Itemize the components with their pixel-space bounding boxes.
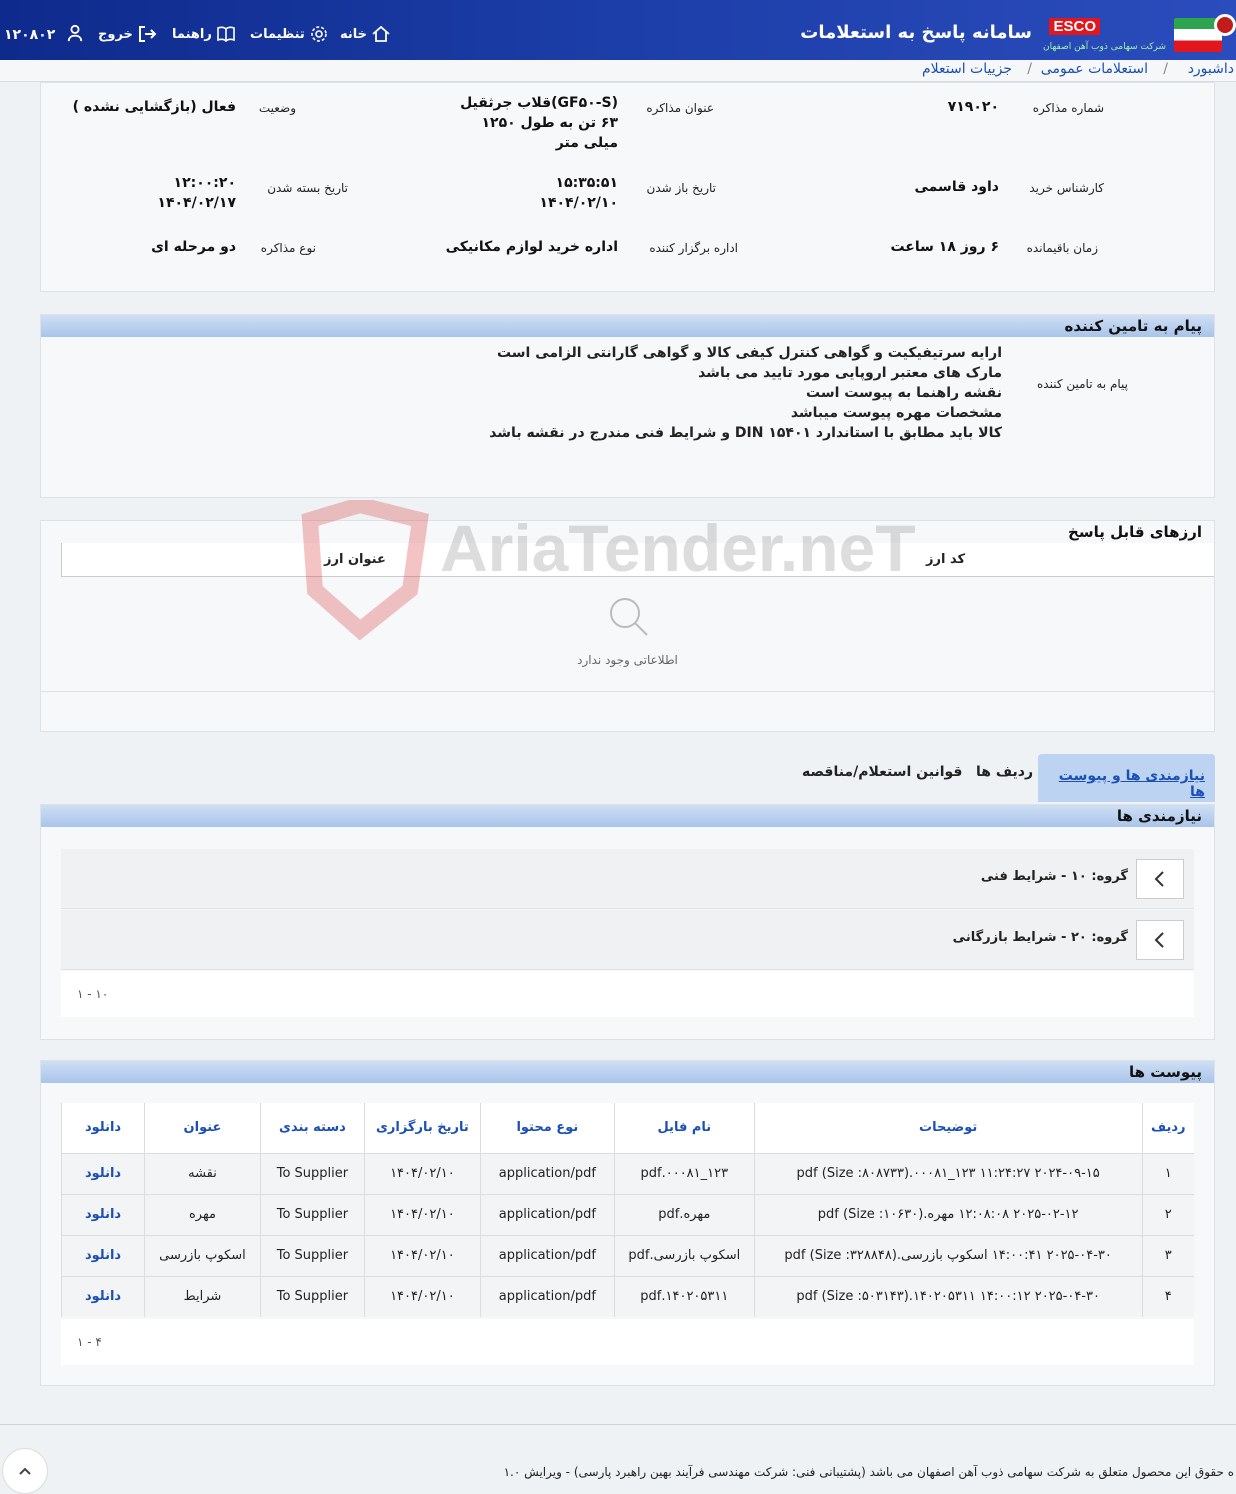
column-download[interactable]: دانلود [62, 1103, 145, 1153]
breadcrumb-public-inquiries[interactable]: استعلامات عمومی [1040, 61, 1148, 77]
download-link[interactable]: دانلود [62, 1276, 145, 1317]
currencies-card [40, 520, 1215, 732]
column-description[interactable]: توضیحات [754, 1103, 1142, 1153]
group-row-technical[interactable] [61, 849, 1194, 909]
top-bar [0, 0, 1236, 60]
user-id: ۱۲۰۸۰۲ [4, 27, 56, 43]
user-id-button[interactable] [4, 24, 84, 43]
row-upload-date: ۱۴۰۴/۰۲/۱۰ [364, 1194, 480, 1235]
negotiation-title [438, 93, 618, 153]
table-row [62, 1235, 1195, 1276]
download-link[interactable]: دانلود [62, 1235, 145, 1276]
gear-icon [309, 24, 329, 44]
column-category[interactable]: دسته بندی [260, 1103, 364, 1153]
row-title: اسکوپ بازرسی [145, 1235, 261, 1276]
footer [0, 1424, 1236, 1486]
settings-label: تنظیمات [250, 26, 305, 42]
home-label: خانه [340, 26, 368, 42]
chevron-up-icon [18, 1466, 32, 1476]
currency-code-column[interactable]: کد ارز [926, 552, 966, 567]
row-description: ۲۰۲۵-۰۴-۳۰ ۱۴:۰۰:۱۲ ۱۴۰۲۰۵۳۱۱.(Size :۵۰۳۱۴۳) pdf [754, 1276, 1142, 1317]
guide-label: راهنما [172, 26, 212, 42]
search-icon [607, 595, 651, 639]
row-upload-date: ۱۴۰۴/۰۲/۱۰ [364, 1153, 480, 1194]
needs-pager-bar [61, 971, 1194, 1017]
logout-icon [137, 24, 157, 44]
group-title: گروه: ۲۰ - شرایط بازرگانی [952, 930, 1128, 945]
message-line: نقشه راهنما به پیوست است [806, 385, 1002, 401]
row-content-type: application/pdf [480, 1276, 614, 1317]
title-line-2: ۶۳ تن به طول ۱۲۵۰ [481, 115, 618, 131]
home-icon [371, 24, 391, 44]
book-icon [216, 24, 236, 44]
open-date-label: تاریخ باز شدن [646, 181, 716, 195]
organizer-label: اداره برگزار کننده [649, 241, 738, 255]
supplier-message-text [489, 343, 1002, 443]
scroll-to-top-button[interactable] [2, 1448, 48, 1494]
row-category: To Supplier [260, 1235, 364, 1276]
buyer-label: کارشناس خرید [1029, 181, 1104, 195]
download-link[interactable]: دانلود [62, 1194, 145, 1235]
message-line: مشخصات مهره پیوست میباشد [790, 405, 1002, 421]
row-file-name: ۱۲۳_۰۰۰۸۱.pdf [614, 1153, 754, 1194]
logo-subtitle: شرکت سهامی ذوب آهن اصفهان [1043, 42, 1166, 52]
user-icon [66, 24, 84, 42]
attachments-pager: ۱ - ۴ [77, 1335, 102, 1349]
tab-rows[interactable]: ردیف ها [976, 764, 1034, 780]
table-row [62, 1276, 1195, 1317]
needs-card [40, 804, 1215, 1040]
breadcrumb [0, 60, 1236, 82]
watermark-text: AriaTender.neT [440, 511, 916, 585]
row-upload-date: ۱۴۰۴/۰۲/۱۰ [364, 1276, 480, 1317]
currency-title-column[interactable]: عنوان ارز [324, 552, 386, 567]
row-upload-date: ۱۴۰۴/۰۲/۱۰ [364, 1235, 480, 1276]
message-line: مارک های معتبر اروپایی مورد تایید می باشد [698, 365, 1002, 381]
row-content-type: application/pdf [480, 1194, 614, 1235]
row-number: ۱ [1142, 1153, 1194, 1194]
needs-header: نیازمندی ها [41, 805, 1214, 827]
download-link[interactable]: دانلود [62, 1153, 145, 1194]
column-content-type[interactable]: نوع محتوا [480, 1103, 614, 1153]
tab-rules[interactable]: قوانین استعلام/مناقصه [802, 764, 963, 780]
logout-button[interactable] [98, 24, 157, 44]
logo-text: ESCO [1049, 18, 1100, 35]
tab-needs-attachments[interactable]: نیازمندی ها و پیوست ها [1038, 754, 1215, 802]
system-title: سامانه پاسخ به استعلامات [800, 22, 1032, 43]
home-button[interactable] [340, 24, 391, 44]
negotiation-type-label: نوع مذاکره [260, 241, 316, 255]
column-file-name[interactable]: نام فایل [614, 1103, 754, 1153]
title-line-3: میلی متر [555, 135, 618, 151]
row-content-type: application/pdf [480, 1235, 614, 1276]
settings-button[interactable] [250, 24, 329, 44]
row-file-name: اسکوپ بازرسی.pdf [614, 1235, 754, 1276]
open-time-value: ۱۵:۳۵:۵۱ [555, 175, 618, 191]
row-title: مهره [145, 1194, 261, 1235]
supplier-message-card [40, 314, 1215, 498]
row-description: ۲۰۲۴-۰۹-۱۵ ۱۱:۲۴:۲۷ ۱۲۳_۰۰۰۸۱.(Size :۸۰۸۷۳۳) pdf [754, 1153, 1142, 1194]
close-time-value: ۱۲:۰۰:۲۰ [173, 175, 236, 191]
table-row [62, 1194, 1195, 1235]
row-title: نقشه [145, 1153, 261, 1194]
divider [41, 691, 1214, 692]
breadcrumb-dashboard[interactable]: داشبورد [1187, 61, 1234, 77]
close-date-value: ۱۴۰۴/۰۲/۱۷ [157, 195, 236, 211]
organizer-value: اداره خرید لوازم مکانیکی [445, 239, 618, 255]
row-title: شرایط [145, 1276, 261, 1317]
breadcrumb-inquiry-details[interactable]: جزییات استعلام [921, 61, 1012, 77]
remaining-time-label: زمان باقیمانده [1026, 241, 1098, 255]
row-category: To Supplier [260, 1153, 364, 1194]
emblem-icon [1214, 14, 1236, 36]
open-date-value: ۱۴۰۴/۰۲/۱۰ [539, 195, 618, 211]
title-line-1: (GF۵۰-S)قلاب جرثقیل [460, 95, 618, 111]
attachments-pager-bar [61, 1319, 1194, 1365]
row-category: To Supplier [260, 1194, 364, 1235]
row-number: ۲ [1142, 1194, 1194, 1235]
chevron-left-icon[interactable] [1136, 920, 1184, 960]
row-category: To Supplier [260, 1276, 364, 1317]
negotiation-type: دو مرحله ای [151, 239, 236, 255]
row-number: ۴ [1142, 1276, 1194, 1317]
currencies-empty-message: اطلاعاتی وجود ندارد [577, 653, 678, 667]
guide-button[interactable] [172, 24, 236, 44]
remaining-time: ۶ روز ۱۸ ساعت [890, 239, 999, 255]
needs-pager: ۱ - ۱۰ [77, 987, 109, 1001]
close-date [116, 173, 236, 213]
close-date-label: تاریخ بسته شدن [267, 181, 348, 195]
status-value: فعال (بازگشایی نشده ) [72, 99, 236, 115]
message-line: کالا باید مطابق با استاندارد DIN ۱۵۴۰۱ و شرایط فنی مندرج در نقشه باشد [489, 425, 1002, 441]
tab-bar [780, 754, 1215, 802]
group-title: گروه: ۱۰ - شرایط فنی [980, 869, 1128, 884]
title-label: عنوان مذاکره [646, 101, 714, 115]
supplier-message-label: پیام به تامین کننده [1037, 377, 1128, 391]
row-file-name: مهره.pdf [614, 1194, 754, 1235]
column-title[interactable]: عنوان [145, 1103, 261, 1153]
footer-copyright: ه حقوق این محصول متعلق به شرکت سهامی ذوب آهن اصفهان می باشد (پشتیبانی فنی: شرکت مهندسی فرآیند بهین راهبرد پارسی) - ویرایش ۱.۰ [503, 1465, 1234, 1479]
row-number: ۳ [1142, 1235, 1194, 1276]
row-description: ۲۰۲۵-۰۴-۳۰ ۱۴:۰۰:۴۱ اسکوپ بازرسی.(Size :۳۲۸۸۴۸) pdf [754, 1235, 1142, 1276]
open-date [498, 173, 618, 213]
currencies-table-header [61, 543, 1214, 577]
row-content-type: application/pdf [480, 1153, 614, 1194]
negotiation-number-label: شماره مذاکره [1032, 101, 1104, 115]
attachments-card [40, 1060, 1215, 1386]
table-row [62, 1153, 1195, 1194]
column-row-number[interactable]: ردیف [1142, 1103, 1194, 1153]
company-logo [1036, 12, 1236, 60]
status-label: وضعیت [258, 101, 296, 115]
currencies-header: ارزهای قابل پاسخ [41, 521, 1214, 543]
row-description: ۲۰۲۵-۰۲-۱۲ ۱۲:۰۸:۰۸ مهره.(Size :۱۰۶۳۰) pdf [754, 1194, 1142, 1235]
attachments-header-row [62, 1103, 1195, 1153]
chevron-left-icon[interactable] [1136, 859, 1184, 899]
message-line: ارایه سرتیفیکیت و گواهی کنترل کیفی کالا و گواهی گارانتی الزامی است [496, 345, 1002, 361]
negotiation-number: ۷۱۹۰۲۰ [947, 99, 999, 115]
breadcrumb-separator: / [1163, 61, 1168, 77]
attachments-table [61, 1103, 1194, 1317]
supplier-message-header: پیام به تامین کننده [41, 315, 1214, 337]
buyer-name: داود قاسمی [914, 179, 999, 195]
breadcrumb-separator: / [1027, 61, 1032, 77]
inquiry-details-card [40, 82, 1215, 292]
group-row-commercial[interactable] [61, 910, 1194, 970]
logout-label: خروج [98, 26, 133, 42]
column-upload-date[interactable]: تاریخ بارگزاری [364, 1103, 480, 1153]
row-file-name: ۱۴۰۲۰۵۳۱۱.pdf [614, 1276, 754, 1317]
attachments-header: پیوست ها [41, 1061, 1214, 1083]
